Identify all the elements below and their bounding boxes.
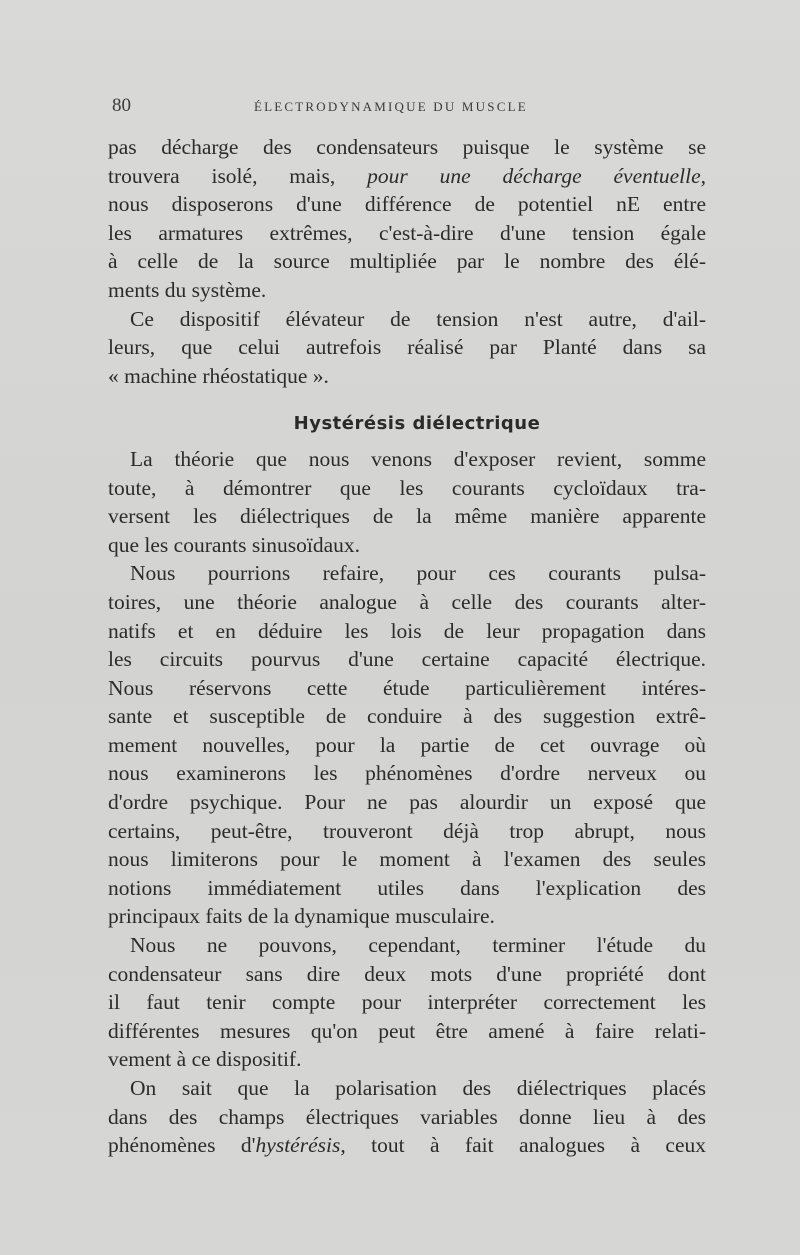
text-line: Nous ne pouvons, cependant, terminer l'étude du	[130, 933, 706, 958]
text-line: toute, à démontrer que les courants cycloïdaux tra-	[108, 475, 706, 500]
text-line: nous disposerons d'une différence de potentiel nE entre	[108, 192, 706, 217]
text-line: d'ordre psychique. Pour ne pas alourdir un exposé que	[108, 790, 706, 815]
text-segment: phénomènes d'	[108, 1133, 256, 1158]
text-line: les armatures extrêmes, c'est-à-dire d'une tension égale	[108, 220, 706, 245]
text-line: à celle de la source multipliée par le nombre des élé-	[108, 249, 706, 274]
text-line: différentes mesures qu'on peut être amené à faire relati-	[108, 1018, 706, 1043]
text-line: Nous réservons cette étude particulièrement intéres-	[108, 675, 706, 700]
text-line: dans des champs électriques variables donne lieu à des	[108, 1104, 706, 1129]
text-line: vement à ce dispositif.	[108, 1047, 302, 1072]
text-line: La théorie que nous venons d'exposer revient, somme	[130, 446, 706, 471]
text-line: principaux faits de la dynamique musculaire.	[108, 904, 495, 929]
text-line: pas décharge des condensateurs puisque le système se	[108, 135, 706, 159]
page-header	[112, 95, 706, 125]
text-line	[108, 162, 706, 191]
text-line	[108, 1131, 706, 1160]
page-number: 80	[112, 95, 131, 116]
text-line: versent les diélectriques de la même manière apparente	[108, 504, 706, 529]
text-segment: trouvera isolé, mais,	[108, 163, 368, 188]
text-line: mement nouvelles, pour la partie de cet ouvrage où	[108, 732, 706, 757]
italic-text: pour une décharge éventuelle,	[367, 163, 706, 188]
text-line: condensateur sans dire deux mots d'une propriété dont	[108, 961, 706, 986]
italic-text: hystérésis,	[255, 1133, 346, 1158]
text-line: ments du système.	[108, 277, 267, 302]
section-heading: Hystérésis diélectrique	[293, 413, 541, 435]
body-text	[108, 133, 706, 1160]
text-line: il faut tenir compte pour interpréter correctement les	[108, 990, 706, 1015]
text-line: Ce dispositif élévateur de tension n'est autre, d'ail-	[130, 306, 706, 331]
text-line: toires, une théorie analogue à celle des courants alter-	[108, 589, 706, 614]
text-line: Nous pourrions refaire, pour ces courants pulsa-	[130, 561, 706, 586]
text-line: nous limiterons pour le moment à l'examen des seules	[108, 847, 706, 872]
text-line: nous examinerons les phénomènes d'ordre nerveux ou	[108, 761, 706, 786]
text-segment: tout à fait analogues à ceux	[345, 1133, 706, 1158]
text-line: leurs, que celui autrefois réalisé par Planté dans sa	[108, 335, 706, 360]
text-line: que les courants sinusoïdaux.	[108, 532, 360, 557]
text-line: natifs et en déduire les lois de leur propagation dans	[108, 618, 706, 643]
text-line: notions immédiatement utiles dans l'explication des	[108, 875, 706, 900]
text-line: sante et susceptible de conduire à des suggestion extrê-	[108, 704, 706, 729]
text-line: les circuits pourvus d'une certaine capacité électrique.	[108, 647, 706, 672]
text-line: « machine rhéostatique ».	[108, 363, 329, 388]
text-line: On sait que la polarisation des diélectriques placés	[130, 1076, 706, 1100]
text-line: certains, peut-être, trouveront déjà trop abrupt, nous	[108, 818, 706, 843]
running-head: ÉLECTRODYNAMIQUE DU MUSCLE	[254, 99, 528, 114]
